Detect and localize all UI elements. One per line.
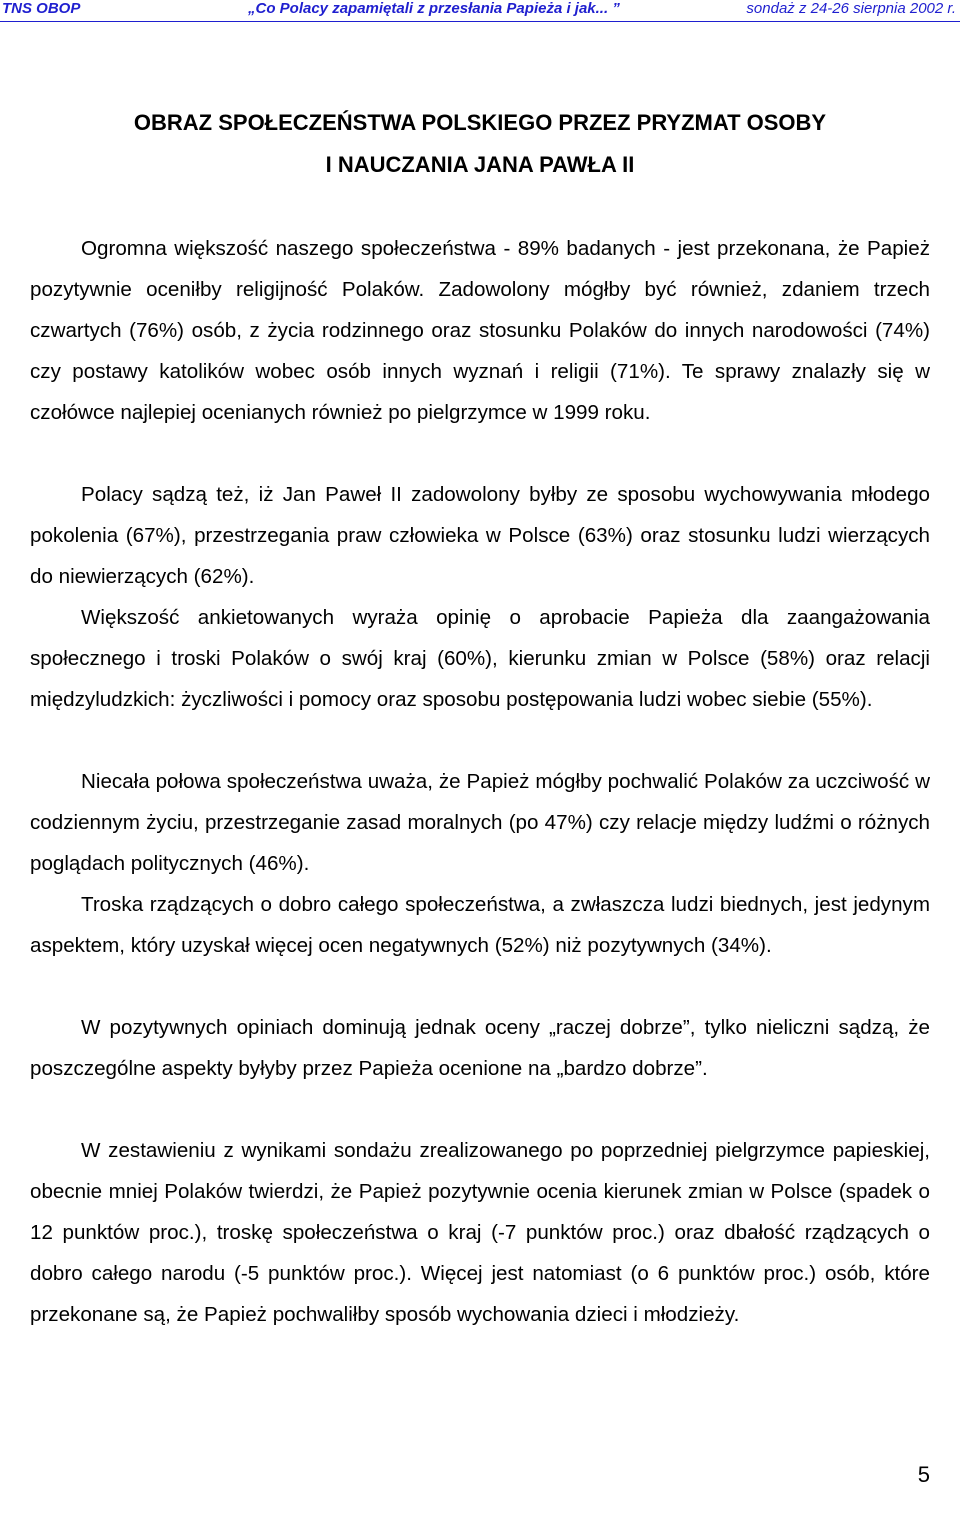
running-header xyxy=(0,0,960,24)
paragraph-4: Niecała połowa społeczeństwa uważa, że Papież mógłby pochwalić Polaków za uczciwość w codziennym życiu, przestrzeganie zasad moralnych (po 47%) czy relacje między ludźmi o różnych poglądach politycznych (46%). xyxy=(30,770,930,875)
paragraph-3: Większość ankietowanych wyraża opinię o aprobacie Papieża dla zaangażowania społecznego i troski Polaków o swój kraj (60%), kierunku zmian w Polsce (58%) oraz relacji międzyludzkich: życzliwości i pomocy oraz sposobu postępowania ludzi wobec siebie (55%). xyxy=(30,606,930,711)
header-survey-date: sondaż z 24-26 sierpnia 2002 r. xyxy=(746,0,956,17)
page-number: 5 xyxy=(917,1462,930,1487)
paragraph-7: W zestawieniu z wynikami sondażu zrealizowanego po poprzedniej pielgrzymce papieskiej, obecnie mniej Polaków twierdzi, że Papież pozytywnie ocenia kierunek zmian w Polsce (spadek o 12 punktów proc.), troskę społeczeństwa o kraj (-7 punktów proc.) oraz dbałość rządzących o dobro całego narodu (-5 punktów proc.). Więcej jest natomiast (o 6 punktów proc.) osób, które przekonane są, że Papież pochwaliłby sposób wychowania dzieci i młodzieży. xyxy=(30,1139,930,1326)
paragraph-6: W pozytywnych opiniach dominują jednak oceny „raczej dobrze”, tylko nieliczni sądzą, że poszczególne aspekty byłyby przez Papieża ocenione na „bardzo dobrze”. xyxy=(30,1016,930,1080)
section-title-line-1: OBRAZ SPOŁECZEŃSTWA POLSKIEGO PRZEZ PRYZMAT OSOBY xyxy=(133,110,827,135)
header-report-title: „Co Polacy zapamiętali z przesłania Papieża i jak... ” xyxy=(248,0,620,17)
paragraph-5: Troska rządzących o dobro całego społeczeństwa, a zwłaszcza ludzi biednych, jest jedynym aspektem, który uzyskał więcej ocen negatywnych (52%) niż pozytywnych (34%). xyxy=(30,893,930,957)
paragraph-1: Ogromna większość naszego społeczeństwa - 89% badanych - jest przekonana, że Papież pozytywnie oceniłby religijność Polaków. Zadowolony mógłby być również, zdaniem trzech czwartych (76%) osób, z życia rodzinnego oraz stosunku Polaków do innych narodowości (74%) czy postawy katolików wobec osób innych wyznań i religii (71%). Te sprawy znalazły się w czołówce najlepiej ocenianych również po pielgrzymce w 1999 roku. xyxy=(30,237,930,424)
header-rule xyxy=(0,21,960,22)
header-publisher: TNS OBOP xyxy=(2,0,81,17)
paragraph-2: Polacy sądzą też, iż Jan Paweł II zadowolony byłby ze sposobu wychowywania młodego pokolenia (67%), przestrzegania praw człowieka w Polsce (63%) oraz stosunku ludzi wierzących do niewierzących (62%). xyxy=(30,483,930,588)
section-title-line-2: I NAUCZANIA JANA PAWŁA II xyxy=(325,152,635,177)
